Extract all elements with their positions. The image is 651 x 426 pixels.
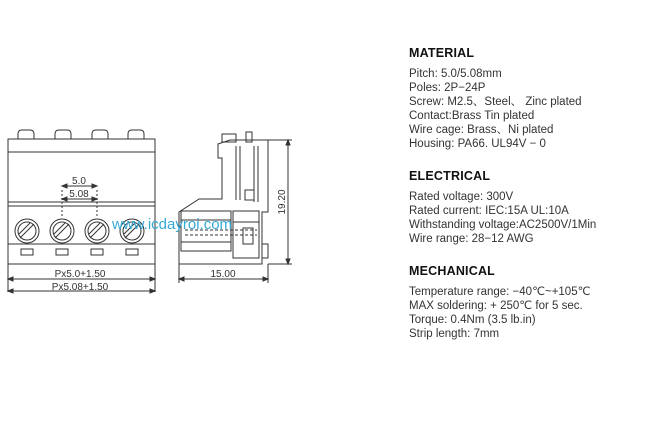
side-view xyxy=(179,132,292,283)
electrical-line: Wire range: 28−12 AWG xyxy=(409,233,534,245)
electrical-line: Rated voltage: 300V xyxy=(409,191,514,203)
mechanical-line: MAX soldering: + 250℃ for 5 sec. xyxy=(409,300,583,312)
electrical-line: Withstanding voltage:AC2500V/1Min xyxy=(409,219,597,231)
side-body xyxy=(179,140,268,264)
mechanical-line: Temperature range: −40℃~+105℃ xyxy=(409,286,591,298)
electrical-line: Rated current: IEC:15A UL:10A xyxy=(409,205,569,217)
pitch-label-large: 5.08 xyxy=(69,189,89,200)
mechanical-heading: MECHANICAL xyxy=(409,264,496,278)
height-label: 19.20 xyxy=(277,189,288,215)
technical-drawing xyxy=(0,0,400,300)
width-label-large: Px5.08+1.50 xyxy=(51,282,109,293)
mechanical-line: Torque: 0.4Nm (3.5 lb.in) xyxy=(409,314,536,326)
material-section xyxy=(409,46,649,151)
mechanical-section xyxy=(409,264,649,341)
wire-slots xyxy=(21,249,138,255)
screw-1 xyxy=(15,219,39,243)
top-tabs xyxy=(18,130,144,139)
screw-2 xyxy=(50,219,74,243)
material-line: Screw: M2.5、Steel、 Zinc plated xyxy=(409,96,582,108)
screw-3 xyxy=(85,219,109,243)
mechanical-line: Strip length: 7mm xyxy=(409,328,500,340)
material-line: Pitch: 5.0/5.08mm xyxy=(409,68,502,80)
watermark: www.icdayroi.com xyxy=(112,216,233,233)
material-line: Housing: PA66. UL94V − 0 xyxy=(409,138,546,150)
material-line: Wire cage: Brass、Ni plated xyxy=(409,124,554,136)
depth-label: 15.00 xyxy=(210,269,236,280)
material-heading: MATERIAL xyxy=(409,46,475,60)
specifications-panel xyxy=(409,46,649,355)
electrical-section xyxy=(409,169,649,246)
electrical-heading: ELECTRICAL xyxy=(409,169,491,183)
material-line: Poles: 2P−24P xyxy=(409,82,486,94)
pitch-label-small: 5.0 xyxy=(72,176,86,187)
material-line: Contact:Brass Tin plated xyxy=(409,110,535,122)
width-label-small: Px5.0+1.50 xyxy=(54,269,106,280)
